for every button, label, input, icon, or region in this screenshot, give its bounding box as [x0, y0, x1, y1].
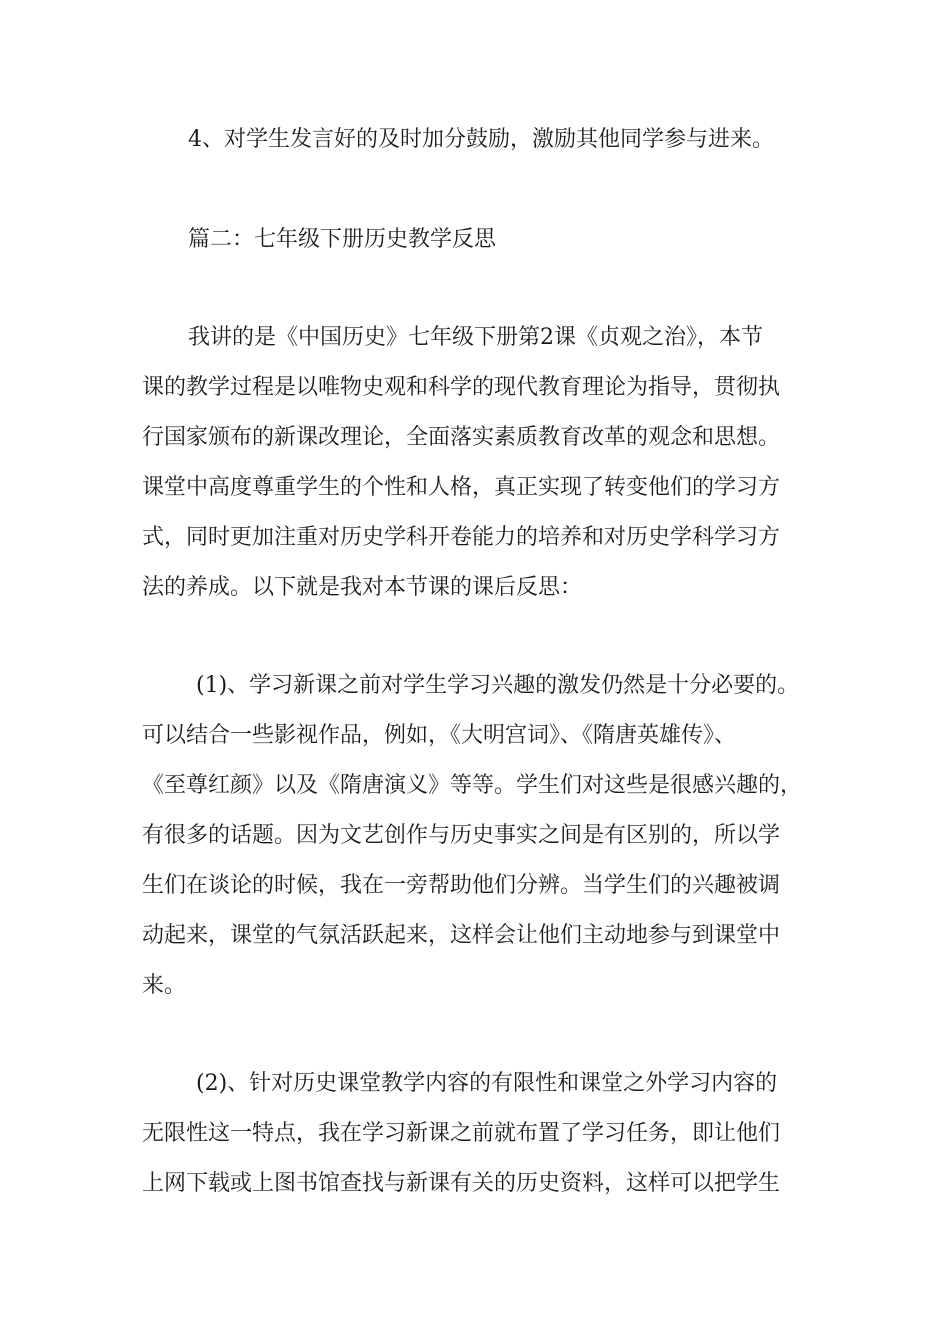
paragraph-line: 有很多的话题。因为文艺创作与历史事实之间是有区别的，所以学 — [142, 823, 781, 848]
paragraph-line: 我讲的是《中国历史》七年级下册第2课《贞观之治》，本节 — [188, 325, 763, 350]
paragraph-line: 动起来，课堂的气氛活跃起来，这样会让他们主动地参与到课堂中 — [142, 923, 781, 948]
paragraph-line: 无限性这一特点，我在学习新课之前就布置了学习任务，即让他们 — [142, 1121, 781, 1146]
paragraph-line: 法的养成。以下就是我对本节课的课后反思： — [142, 575, 583, 600]
paragraph-line: (2)、针对历史课堂教学内容的有限性和课堂之外学习内容的 — [196, 1071, 778, 1096]
paragraph-line: 可以结合一些影视作品，例如，《大明宫词》、《隋唐英雄传》、 — [142, 723, 737, 748]
paragraph-line: 《至尊红颜》以及《隋唐演义》等等。学生们对这些是很感兴趣的， — [142, 773, 803, 798]
list-item-4: 4、对学生发言好的及时加分鼓励，激励其他同学参与进来。 — [188, 127, 774, 152]
paragraph-line: 上网下载或上图书馆查找与新课有关的历史资料，这样可以把学生 — [142, 1171, 781, 1196]
paragraph-line: 课堂中高度尊重学生的个性和人格，真正实现了转变他们的学习方 — [142, 475, 781, 500]
paragraph-line: 式，同时更加注重对历史学科开卷能力的培养和对历史学科学习方 — [142, 525, 781, 550]
paragraph-line: 来。 — [142, 973, 187, 998]
paragraph-line: 行国家颁布的新课改理论，全面落实素质教育改革的观念和思想。 — [142, 425, 781, 450]
paragraph-line: (1)、学习新课之前对学生学习兴趣的激发仍然是十分必要的。 — [196, 673, 800, 698]
paragraph-line: 课的教学过程是以唯物史观和科学的现代教育理论为指导，贯彻执 — [142, 375, 781, 400]
section-heading: 篇二：七年级下册历史教学反思 — [188, 227, 497, 252]
paragraph-line: 生们在谈论的时候，我在一旁帮助他们分辨。当学生们的兴趣被调 — [142, 873, 781, 898]
